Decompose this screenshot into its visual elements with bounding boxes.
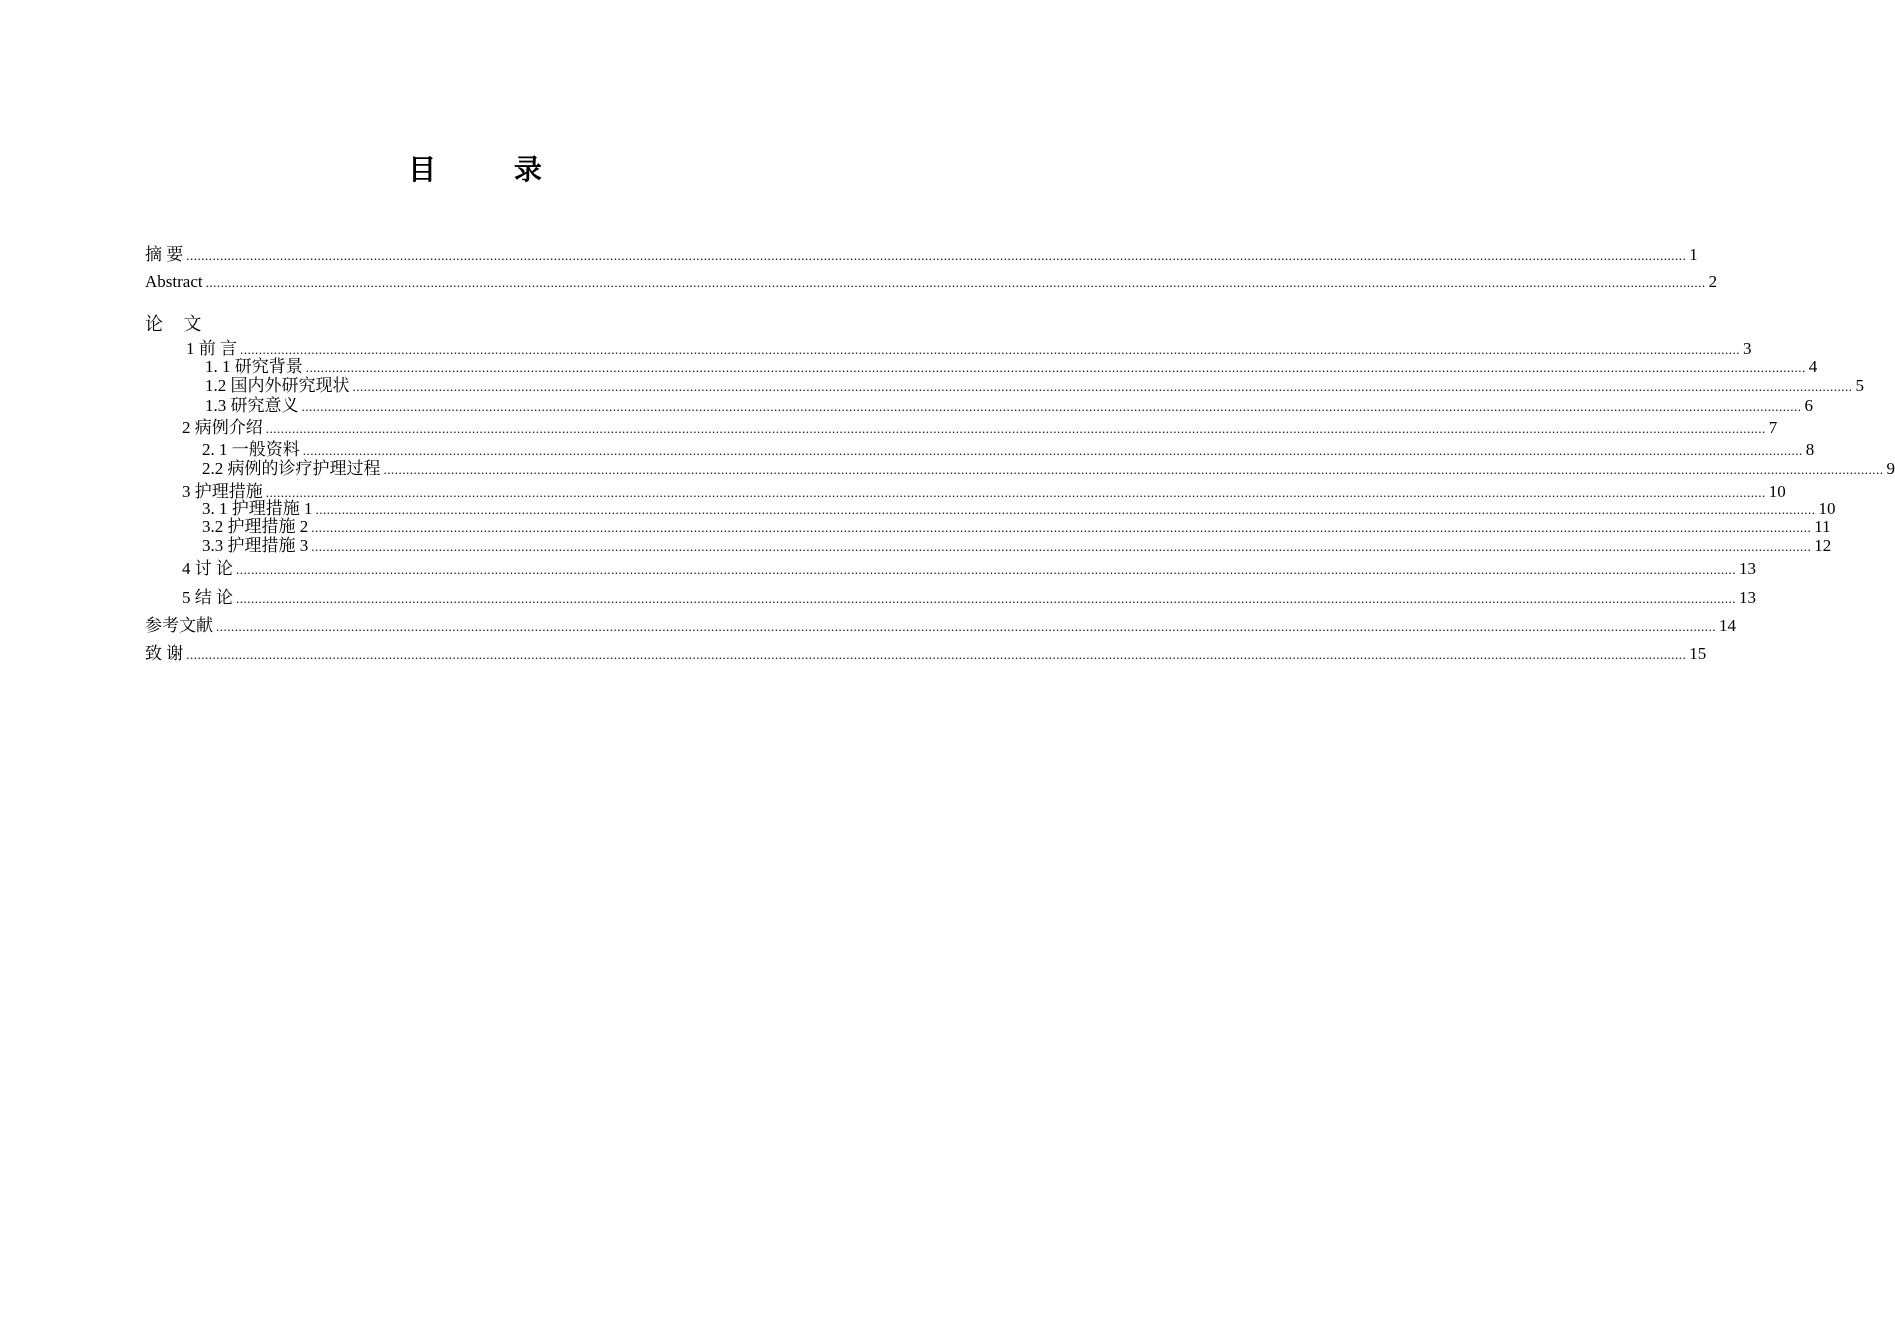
toc-dot-leader: ................................................................................................................................................................................................................................................................................................................................................................................................................ xyxy=(216,619,1716,634)
toc-entry-label: 1. 1 研究背景 xyxy=(205,357,303,376)
toc-entry-label: 1 前 言 xyxy=(186,339,237,358)
toc-entry-page-number: 15 xyxy=(1689,644,1707,663)
toc-entry-label: 5 结 论 xyxy=(182,588,233,607)
toc-entry-label: 摘 要 xyxy=(145,245,184,264)
section-heading: 论 文 xyxy=(145,314,210,334)
toc-dot-leader: ................................................................................................................................................................................................................................................................................................................................................................................................................ xyxy=(265,485,1766,500)
page-title: 目 录 xyxy=(408,153,576,186)
toc-dot-leader: ................................................................................................................................................................................................................................................................................................................................................................................................................ xyxy=(186,647,1687,662)
toc-dot-leader: ................................................................................................................................................................................................................................................................................................................................................................................................................ xyxy=(265,421,1766,436)
toc-entry[interactable] xyxy=(202,536,1832,557)
toc-entry-label: 参考文献 xyxy=(145,616,213,635)
toc-entry[interactable] xyxy=(145,272,1718,293)
toc-entry[interactable] xyxy=(145,245,1698,266)
toc-entry[interactable] xyxy=(202,517,1831,538)
toc-entry[interactable] xyxy=(205,357,1818,378)
toc-entry[interactable] xyxy=(145,644,1707,665)
toc-entry-page-number: 3 xyxy=(1743,339,1752,358)
toc-entry[interactable] xyxy=(202,459,1895,480)
toc-entry-page-number: 13 xyxy=(1739,559,1756,578)
toc-dot-leader: ................................................................................................................................................................................................................................................................................................................................................................................................................ xyxy=(302,443,1803,458)
toc-entry[interactable] xyxy=(182,588,1756,609)
toc-dot-leader: ................................................................................................................................................................................................................................................................................................................................................................................................................ xyxy=(383,462,1884,477)
toc-entry-page-number: 2 xyxy=(1708,272,1718,291)
toc-entry-page-number: 5 xyxy=(1855,376,1864,395)
toc-entry-label: 2. 1 一般资料 xyxy=(202,440,300,459)
toc-dot-leader: ................................................................................................................................................................................................................................................................................................................................................................................................................ xyxy=(205,275,1706,290)
toc-entry-label: 3.2 护理措施 2 xyxy=(202,517,309,536)
toc-entry-page-number: 4 xyxy=(1808,357,1818,376)
toc-entry-page-number: 10 xyxy=(1768,482,1786,501)
toc-entry-label: 致 谢 xyxy=(145,644,184,663)
toc-entry-page-number: 10 xyxy=(1818,499,1836,518)
toc-entry[interactable] xyxy=(205,396,1813,417)
toc-entry[interactable] xyxy=(205,376,1864,397)
toc-entry-page-number: 6 xyxy=(1804,396,1813,415)
toc-entry-page-number: 14 xyxy=(1719,616,1736,635)
toc-dot-leader: ................................................................................................................................................................................................................................................................................................................................................................................................................ xyxy=(186,248,1687,263)
toc-entry-page-number: 9 xyxy=(1886,459,1895,478)
toc-dot-leader: ................................................................................................................................................................................................................................................................................................................................................................................................................ xyxy=(311,520,1812,535)
toc-dot-leader: ................................................................................................................................................................................................................................................................................................................................................................................................................ xyxy=(301,399,1802,414)
toc-dot-leader: ................................................................................................................................................................................................................................................................................................................................................................................................................ xyxy=(311,539,1812,554)
toc-entry[interactable] xyxy=(202,440,1815,461)
toc-entry-label: 1.3 研究意义 xyxy=(205,396,299,415)
toc-dot-leader: ................................................................................................................................................................................................................................................................................................................................................................................................................ xyxy=(305,360,1806,375)
toc-entry[interactable] xyxy=(182,418,1778,439)
toc-entry-page-number: 11 xyxy=(1814,517,1831,536)
toc-entry-page-number: 12 xyxy=(1814,536,1832,555)
toc-entry[interactable] xyxy=(145,616,1736,637)
toc-entry-page-number: 1 xyxy=(1689,245,1698,264)
toc-dot-leader: ................................................................................................................................................................................................................................................................................................................................................................................................................ xyxy=(236,562,1736,577)
toc-entry-label: 2 病例介绍 xyxy=(182,418,263,437)
toc-dot-leader: ................................................................................................................................................................................................................................................................................................................................................................................................................ xyxy=(315,502,1816,517)
toc-entry-label: 3. 1 护理措施 1 xyxy=(202,499,313,518)
toc-entry-page-number: 8 xyxy=(1805,440,1815,459)
toc-entry-label: 2.2 病例的诊疗护理过程 xyxy=(202,459,381,478)
toc-entry-label: 3 护理措施 xyxy=(182,482,263,501)
toc-entry[interactable] xyxy=(182,559,1756,580)
toc-entry-label: 3.3 护理措施 3 xyxy=(202,536,309,555)
toc-entry-label: 4 讨 论 xyxy=(182,559,233,578)
toc-entry-label: 1.2 国内外研究现状 xyxy=(205,376,350,395)
toc-dot-leader: ................................................................................................................................................................................................................................................................................................................................................................................................................ xyxy=(240,342,1740,357)
toc-dot-leader: ................................................................................................................................................................................................................................................................................................................................................................................................................ xyxy=(236,591,1736,606)
toc-entry-page-number: 13 xyxy=(1739,588,1756,607)
toc-dot-leader: ................................................................................................................................................................................................................................................................................................................................................................................................................ xyxy=(352,379,1853,394)
toc-entry-page-number: 7 xyxy=(1768,418,1778,437)
toc-entry-label: Abstract xyxy=(145,272,203,291)
